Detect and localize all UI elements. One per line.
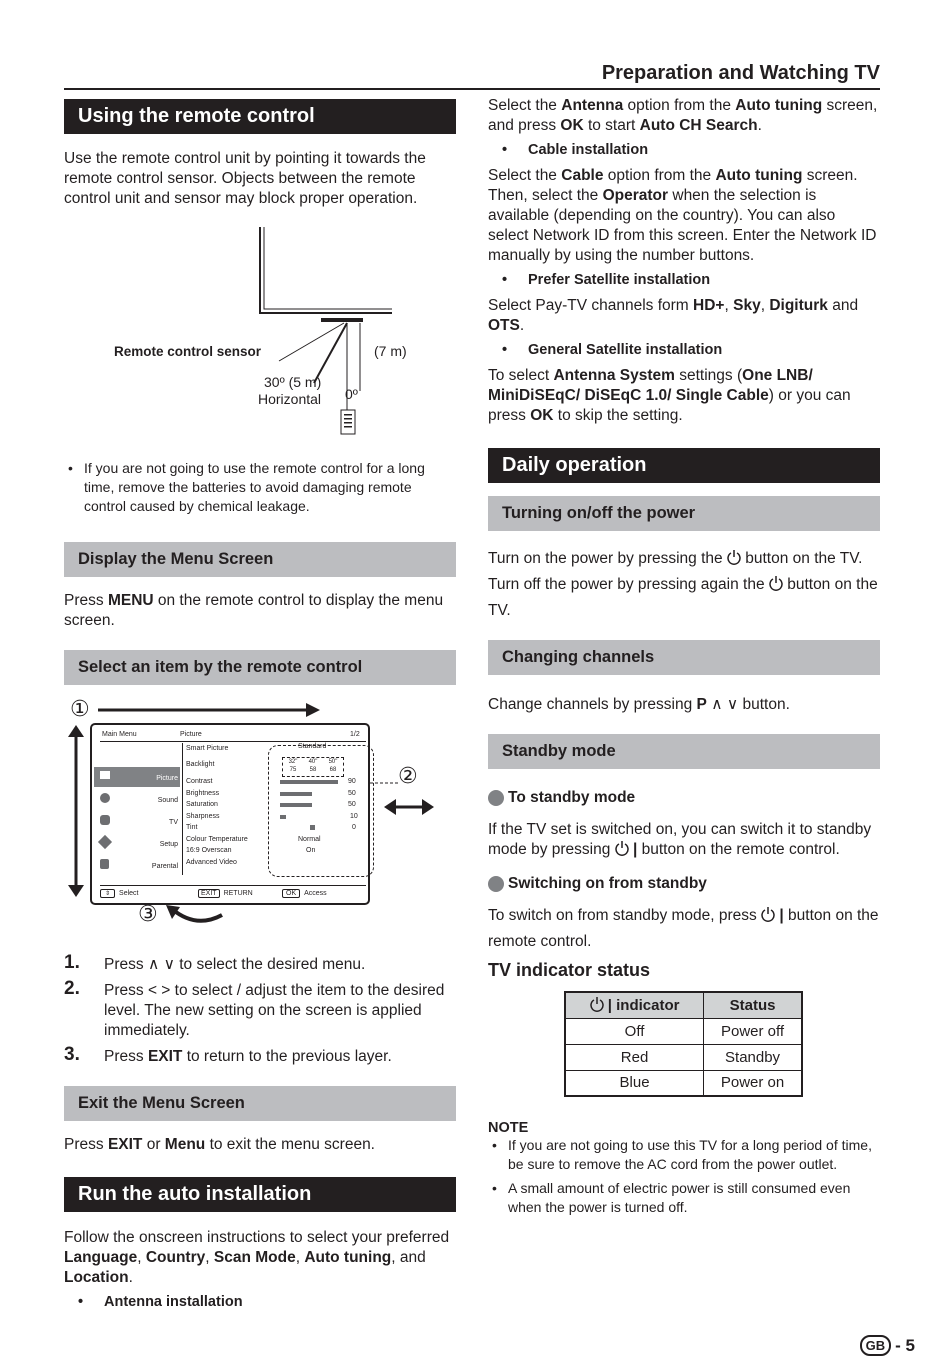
vertical-arrow-icon	[66, 725, 86, 897]
step-1: 1. Press ∧ ∨ to select the desired menu.	[64, 952, 366, 973]
horizontal-arrow-icon	[98, 703, 323, 717]
setup-icon	[98, 835, 112, 849]
standby-heading: Standby mode	[488, 734, 880, 769]
indicator-table	[564, 991, 803, 1097]
right-column	[488, 96, 880, 1217]
prefer-text: Select Pay-TV channels form HD+, Sky, Digiturk and OTS.	[488, 297, 859, 334]
menu-tab: Picture	[180, 731, 202, 738]
general-bullet: • General Satellite installation	[488, 340, 880, 360]
step-3: 3. Press EXIT to return to the previous layer.	[64, 1044, 392, 1065]
menu-figure	[64, 696, 456, 949]
antenna-bullet: • Antenna installation	[64, 1292, 456, 1312]
from-standby-heading: Switching on from standby	[488, 875, 880, 893]
title-rule	[64, 88, 880, 90]
menu-row[interactable]: Colour Temperature Normal	[186, 835, 321, 843]
menu-footer-exit: EXIT RETURN	[198, 889, 253, 898]
from-standby-text: To switch on from standby mode, press | button on the remote control.	[488, 907, 879, 950]
region-badge: GB	[860, 1335, 892, 1356]
return-arrow-icon	[166, 905, 226, 929]
power-icon	[769, 575, 783, 591]
note-item: • If you are not going to use this TV for a long period of time, be sure to remove the AC cord from the power outlet.	[492, 1137, 872, 1172]
menu-row[interactable]: Tint 0	[186, 824, 356, 831]
sensor-figure	[64, 215, 456, 447]
menu-footer-ok: OK Access	[282, 889, 327, 898]
left-column	[64, 99, 456, 1312]
table-row: Blue Power on	[565, 1070, 802, 1096]
lock-icon	[100, 859, 109, 869]
auto-install-text: Follow the onscreen instructions to select your preferred Language, Country, Scan Mode, Auto tuning, and Location.	[64, 1229, 450, 1286]
note-item: • A small amount of electric power is still consumed even when the power is turned off.	[492, 1180, 851, 1215]
callout-2: ②	[398, 763, 418, 788]
page-title: Preparation and Watching TV	[601, 62, 880, 84]
callout-3: ③	[138, 901, 158, 926]
note-heading: NOTE	[488, 1120, 529, 1136]
sensor-label: Remote control sensor	[114, 344, 262, 359]
menu-side-sound[interactable]: Sound	[94, 789, 180, 809]
power-icon	[615, 840, 629, 856]
table-header-status: Status	[704, 992, 802, 1018]
distance-label: (7 m)	[374, 343, 407, 359]
menu-side-setup[interactable]: Setup	[94, 833, 180, 853]
menu-screen	[90, 723, 370, 905]
cable-text: Select the Cable option from the Auto tuning screen. Then, select the Operator when the selection is available (depending on the country). You can also select Network ID from this screen. Enter the Network ID manually by using the number buttons.	[488, 167, 877, 264]
zero-label: 0º	[345, 386, 358, 402]
menu-row[interactable]: Saturation 50	[186, 801, 356, 808]
menu-page: 1/2	[350, 731, 360, 738]
table-header-indicator: | indicator	[565, 992, 704, 1018]
angle-label: 30º (5 m)	[264, 374, 322, 390]
power-icon	[590, 996, 604, 1012]
step-2: 2. Press < > to select / adjust the item to the desired level. The new setting on the screen is applied immediately.	[64, 978, 445, 1039]
menu-side-picture[interactable]: Picture	[94, 767, 180, 787]
select-item-heading: Select an item by the remote control	[64, 650, 456, 685]
general-text: To select Antenna System settings (One LNB/ MiniDiSEqC/ DiSEqC 1.0/ Single Cable) or you can press OK to skip the setting.	[488, 367, 851, 424]
power-heading: Turning on/off the power	[488, 496, 880, 531]
updown-icon: ⇕	[100, 889, 115, 898]
table-row: Red Standby	[565, 1044, 802, 1070]
left-right-icon: < >	[147, 982, 171, 999]
callout-1: ①	[70, 696, 90, 721]
menu-side-tv[interactable]: TV	[94, 811, 180, 831]
table-row: Off Power off	[565, 1018, 802, 1044]
display-menu-text: Press MENU on the remote control to display the menu screen.	[64, 592, 444, 629]
dashed-highlight	[268, 745, 374, 877]
exit-menu-text: Press EXIT or Menu to exit the menu screen.	[64, 1136, 375, 1153]
page-footer	[860, 1335, 915, 1356]
menu-row[interactable]: Backlight 32" 40" 50" 75 58 68	[186, 761, 366, 778]
horizontal-label: Horizontal	[258, 391, 322, 407]
sensor-diagram	[64, 215, 456, 447]
sound-icon	[100, 793, 110, 803]
menu-footer-select: ⇕ Select	[100, 889, 139, 898]
daily-heading: Daily operation	[488, 448, 880, 483]
menu-row[interactable]: Advanced Video	[186, 858, 237, 866]
channels-text: Change channels by pressing P ∧ ∨ button.	[488, 696, 790, 713]
dashed-connector	[370, 771, 400, 795]
menu-row[interactable]: Smart Picture Standard	[186, 743, 327, 752]
remote-battery-note: • If you are not going to use the remote control for a long time, remove the batteries to avoid damaging remote control caused by chemical leakage.	[68, 460, 425, 514]
up-down-icon: ∧ ∨	[711, 696, 739, 713]
remote-heading: Using the remote control	[64, 99, 456, 134]
menu-row[interactable]: Brightness 50	[186, 789, 356, 797]
antenna-text: Select the Antenna option from the Auto tuning screen, and press OK to start Auto CH Search.	[488, 97, 878, 134]
power-icon	[761, 906, 775, 922]
menu-title: Main Menu	[102, 731, 137, 738]
exit-menu-heading: Exit the Menu Screen	[64, 1086, 456, 1121]
picture-icon	[100, 771, 110, 779]
power-icon	[727, 549, 741, 565]
menu-side-parental[interactable]: Parental	[94, 855, 180, 875]
leftright-arrow-icon	[384, 795, 434, 819]
menu-row[interactable]: Sharpness 10	[186, 812, 358, 820]
power-text: Turn on the power by pressing the button on the TV. Turn off the power by pressing again the button on the TV.	[488, 550, 878, 619]
tv-icon	[100, 815, 110, 825]
menu-row[interactable]: Contrast 90	[186, 778, 356, 785]
up-down-icon: ∧ ∨	[147, 956, 175, 973]
page-number: - 5	[895, 1335, 915, 1355]
channels-heading: Changing channels	[488, 640, 880, 675]
remote-intro: Use the remote control unit by pointing it towards the remote control sensor. Objects between the remote control unit and sensor may block proper operation.	[64, 150, 426, 207]
backlight-box: 32" 40" 50" 75 58 68	[282, 757, 344, 777]
to-standby-text: If the TV set is switched on, you can switch it to standby mode by pressing | button on the remote control.	[488, 821, 872, 858]
to-standby-heading: To standby mode	[488, 789, 880, 807]
auto-install-heading: Run the auto installation	[64, 1177, 456, 1212]
display-menu-heading: Display the Menu Screen	[64, 542, 456, 577]
bullet-circle-icon	[488, 876, 504, 892]
steps-list	[64, 952, 456, 1067]
cable-bullet: • Cable installation	[488, 140, 880, 160]
menu-row[interactable]: 16:9 Overscan On	[186, 847, 316, 854]
prefer-bullet: • Prefer Satellite installation	[488, 270, 880, 290]
bullet-circle-icon	[488, 790, 504, 806]
indicator-heading: TV indicator status	[488, 960, 651, 980]
